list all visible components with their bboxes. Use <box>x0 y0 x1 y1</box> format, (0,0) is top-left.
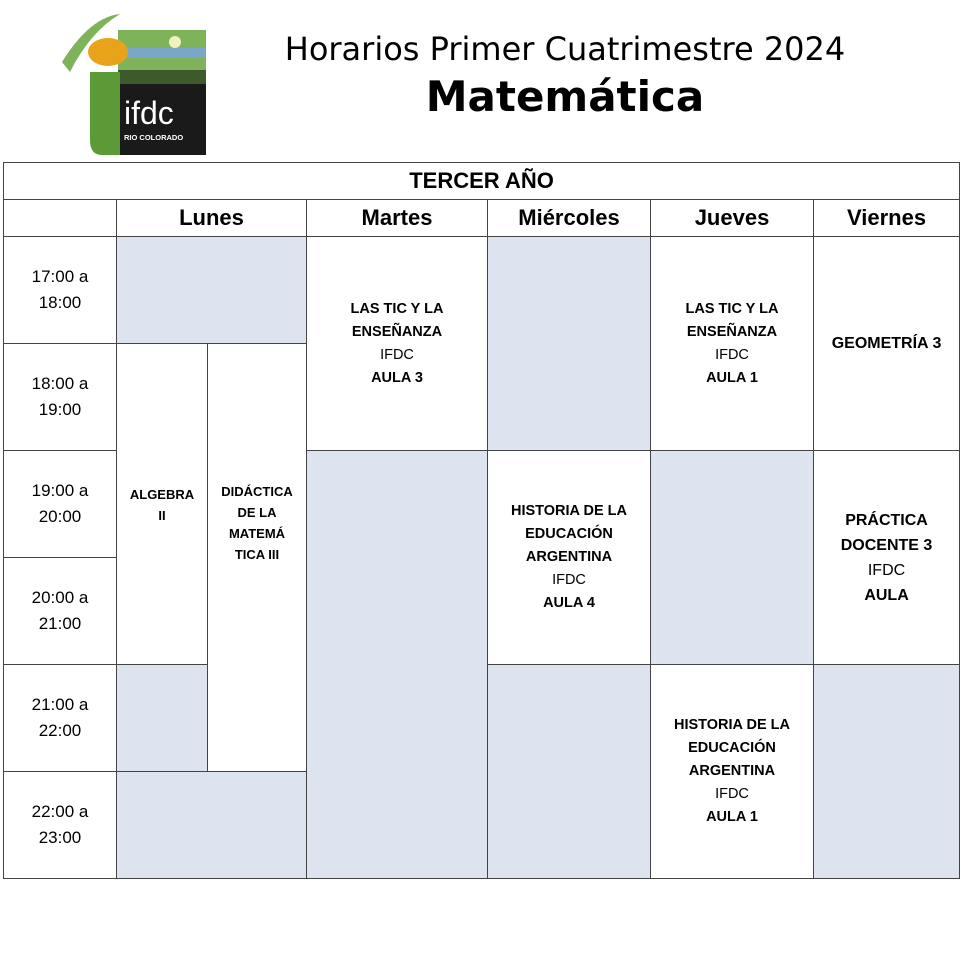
empty-cell <box>117 772 307 879</box>
time-slot: 20:00 a 21:00 <box>4 558 117 665</box>
schedule-table <box>3 162 960 879</box>
day-martes: Martes <box>307 200 488 237</box>
page-title: Horarios Primer Cuatrimestre 2024 <box>284 30 846 68</box>
time-slot: 17:00 a 18:00 <box>4 237 117 344</box>
page-subtitle: Matemática <box>425 72 705 121</box>
ifdc-logo <box>60 12 210 157</box>
logo-text: ifdc <box>124 95 174 131</box>
time-slot: 22:00 a 23:00 <box>4 772 117 879</box>
empty-cell <box>488 237 651 451</box>
class-miercoles-historia: HISTORIA DE LA EDUCACIÓN ARGENTINA IFDC AULA 4 <box>488 451 651 665</box>
class-jueves-tic: LAS TIC Y LA ENSEÑANZA IFDC AULA 1 <box>651 237 814 451</box>
time-slot: 18:00 a 19:00 <box>4 344 117 451</box>
corner-cell <box>4 200 117 237</box>
empty-cell <box>488 665 651 879</box>
class-jueves-historia: HISTORIA DE LA EDUCACIÓN ARGENTINA IFDC AULA 1 <box>651 665 814 879</box>
day-lunes: Lunes <box>117 200 307 237</box>
class-lunes-didactica: DIDÁCTICA DE LA MATEMÁ TICA III <box>208 344 307 772</box>
day-viernes: Viernes <box>814 200 960 237</box>
day-miercoles: Miércoles <box>488 200 651 237</box>
empty-cell <box>117 665 208 772</box>
day-jueves: Jueves <box>651 200 814 237</box>
class-lunes-algebra: ALGEBRA II <box>117 344 208 665</box>
time-slot: 19:00 a 20:00 <box>4 451 117 558</box>
year-header: TERCER AÑO <box>4 163 960 200</box>
empty-cell <box>651 451 814 665</box>
class-viernes-practica: PRÁCTICA DOCENTE 3 IFDC AULA <box>814 451 960 665</box>
empty-cell <box>117 237 307 344</box>
class-martes-tic: LAS TIC Y LA ENSEÑANZA IFDC AULA 3 <box>307 237 488 451</box>
logo-subtext: RIO COLORADO <box>124 133 184 142</box>
class-viernes-geometria: GEOMETRÍA 3 <box>814 237 960 451</box>
empty-cell <box>814 665 960 879</box>
empty-cell <box>307 451 488 879</box>
time-slot: 21:00 a 22:00 <box>4 665 117 772</box>
